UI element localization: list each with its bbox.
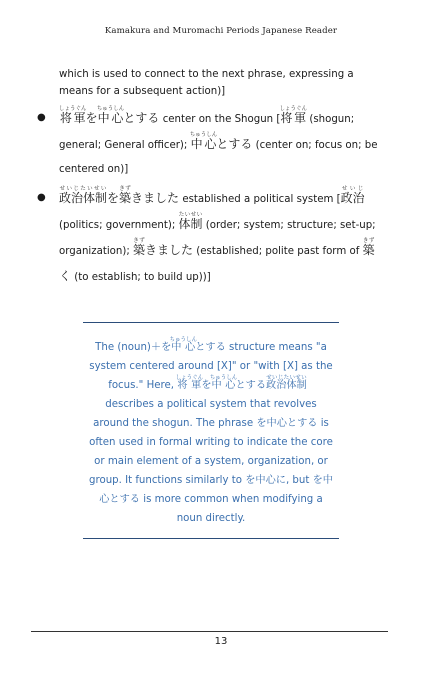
english-gloss: (center on; focus on; be centered on)] [59, 140, 378, 175]
jp-term: 体制たいせい [178, 212, 203, 231]
vocab-list [37, 106, 385, 290]
jp-term: 政治せいじ [340, 186, 365, 205]
jp-term: 将軍しょうぐん [279, 106, 307, 125]
grammar-note-box [83, 322, 339, 539]
jp-term: 築きず [119, 186, 132, 205]
english-gloss: center on the Shogun [ [162, 114, 281, 125]
jp-term: 将軍しょうぐん [59, 106, 87, 125]
jp-term: 政治体制せいじたいせい [266, 375, 307, 391]
vocab-item-shogun: ● 将軍しょうぐんを中心ちゅうしんとする center on the Shogun [将軍しょうぐん (shogun; general; General officer); 中心ちゅうしんとする (center on; focus on; be centered on)] [37, 106, 378, 175]
jp-term: 中心ちゅうしん [189, 132, 218, 151]
running-header: Kamakura and Muromachi Periods Japanese Reader [104, 26, 338, 36]
jp-term: 中心ちゅうしん [169, 337, 197, 353]
jp-term: 中心ちゅうしん [209, 375, 238, 391]
jp-term: 政治体制せいじたいせい [59, 186, 108, 205]
jp-term: 中心ちゅうしん [96, 106, 125, 125]
jp-term: 将軍しょうぐん [175, 375, 204, 391]
english-gloss: (order; system; structure; set-up; organization); [59, 220, 376, 257]
page-number: 13 [214, 636, 228, 647]
english-gloss: (established; polite past form of [196, 246, 360, 257]
vocabulary-section [37, 66, 385, 294]
bullet-icon: ● [37, 112, 46, 123]
english-gloss: established a political system [ [182, 194, 341, 205]
continuation-text: which is used to connect to the next phrase, expressing a means for a subsequent action)] [59, 69, 354, 97]
jp-term: 築きず [362, 238, 375, 257]
bullet-icon: ● [37, 192, 46, 203]
footer-divider [31, 631, 388, 632]
grammar-note-text: The (noun)＋を中心ちゅうしんとする structure means "a system centered around [X]" or "with [X] as the focus." Here, 将軍しょうぐんを中心ちゅうしんとする政治体制せいじたいせい describes a political system that revolves around the shogun. The phrase を中心とする is often used in formal writing to indicate the core or main element of a system, organization, or group. It functions similarly to を中心に, but を中心とする is more common when modifying a noun directly. [89, 337, 333, 524]
english-gloss: (to establish; to build up))] [74, 272, 211, 283]
jp-term: 築きず [133, 238, 146, 257]
english-gloss: (politics; government); [59, 220, 176, 231]
vocab-item-political-system: ● 政治体制せいじたいせいを築きずきました established a political system [政治せいじ (politics; government); 体制たいせい (order; system; structure; set-up; organization); 築きずきました (established; polite past form of 築きずく (to establish; to build up))] [37, 186, 376, 283]
english-gloss: (shogun; general; General officer); [59, 114, 355, 151]
